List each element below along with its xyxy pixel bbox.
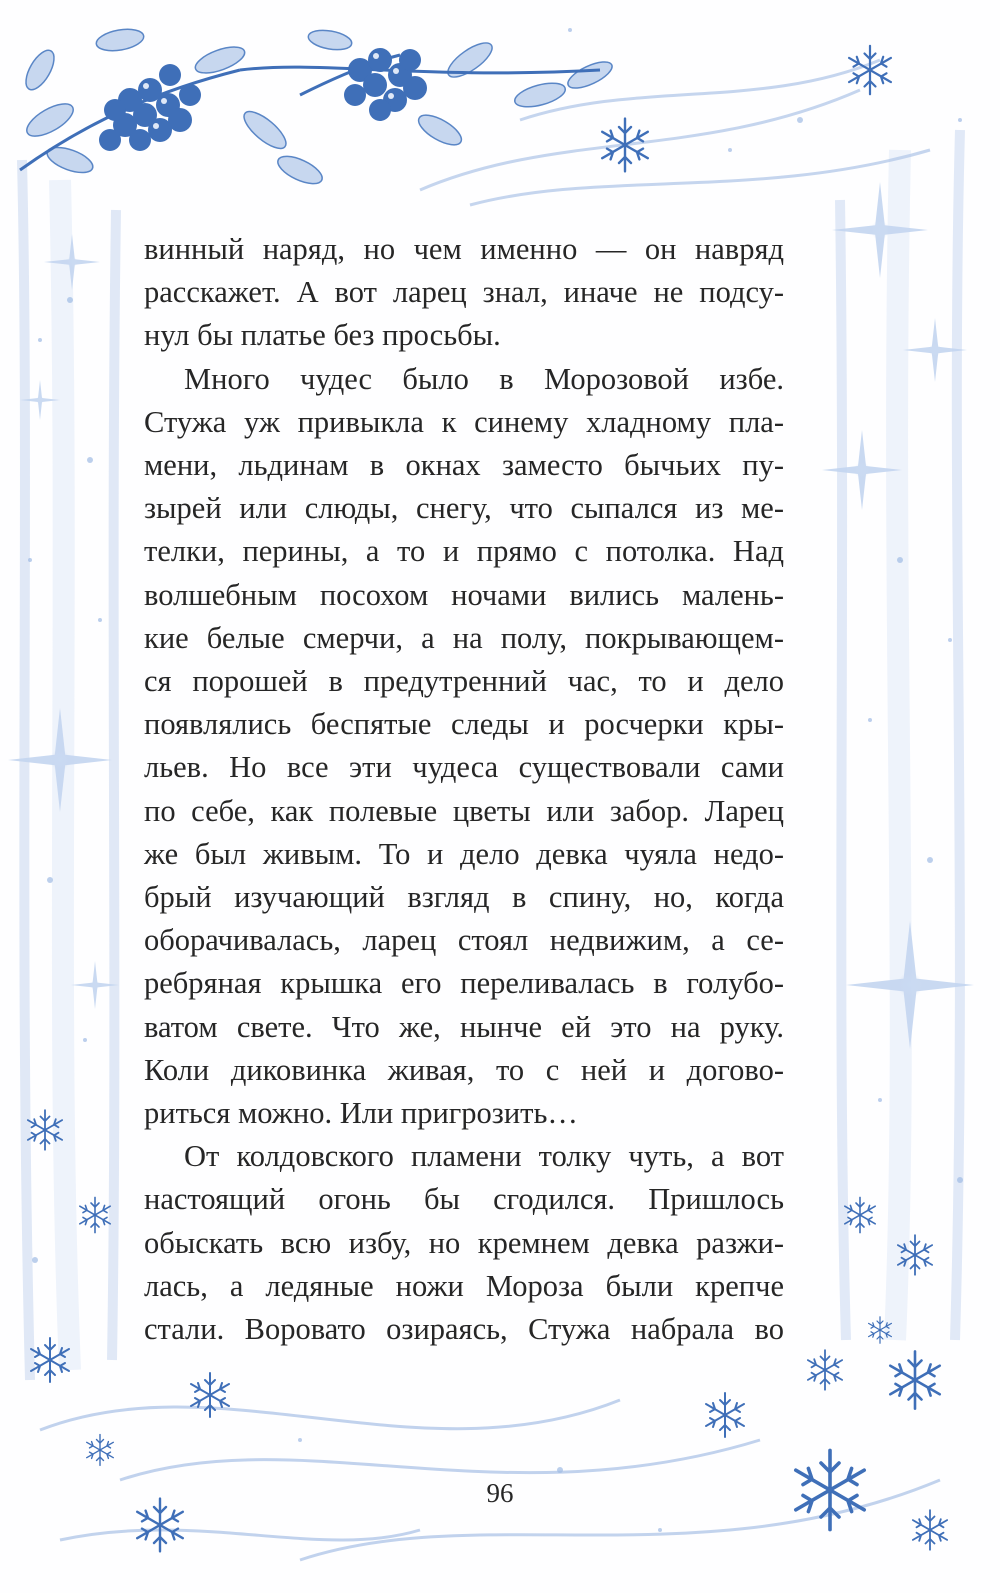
text-line: льев. Но все эти чудеса существовали сами: [144, 750, 784, 785]
text-line: расскажет. А вот ларец знал, иначе не подсу-: [144, 275, 784, 310]
text-line: ребряная крышка его переливалась в голубо-: [144, 966, 784, 1001]
text-line: Коли диковинка живая, то с ней и догово-: [144, 1052, 784, 1087]
text-line: обыскать всю избу, но кремнем девка разжи-: [144, 1225, 784, 1260]
text-line: ватом свете. Что же, нынче ей это на руку.: [144, 1009, 784, 1044]
text-line: Много чудес было в Морозовой избе.: [184, 361, 784, 396]
text-line: же был живым. То и дело девка чуяла недо-: [144, 836, 784, 871]
text-line: кие белые смерчи, а на полу, покрывающем-: [144, 620, 784, 655]
body-text: [144, 228, 784, 1351]
text-line: ся порошей в предутренний час, то и дело: [144, 664, 784, 699]
text-line: нул бы платье без просьбы.: [144, 318, 501, 353]
text-line: винный наряд, но чем именно — он навряд: [144, 232, 784, 266]
text-line: зырей или слюды, снегу, что сыпался из ме-: [144, 491, 784, 526]
text-line: брый изучающий взгляд в спину, но, когда: [144, 880, 784, 915]
text-line: настоящий огонь бы сгодился. Пришлось: [144, 1182, 784, 1217]
text-line: стали. Воровато озираясь, Стужа набрала во: [144, 1312, 784, 1347]
page-number: 96: [486, 1478, 514, 1508]
text-line: появлялись беспятые следы и росчерки кры-: [144, 707, 784, 742]
text-line: оборачивалась, ларец стоял недвижим, а се-: [144, 923, 784, 958]
text-line: От колдовского пламени толку чуть, а вот: [184, 1139, 784, 1174]
paragraph-3: [144, 1135, 784, 1351]
text-line: мени, льдинам в окнах заместо бычьих пу-: [144, 448, 784, 483]
paragraph-1: [144, 228, 784, 358]
text-line: волшебным посохом ночами вились малень-: [144, 577, 784, 612]
text-line: по себе, как полевые цветы или забор. Ларец: [144, 793, 784, 828]
text-line: лась, а ледяные ножи Мороза были крепче: [144, 1268, 784, 1303]
text-line: телки, перины, а то и прямо с потолка. Над: [144, 534, 784, 569]
text-line: Стужа уж привыкла к синему хладному пла-: [144, 404, 784, 439]
text-line: риться можно. Или пригрозить…: [144, 1096, 578, 1131]
rowan-berry-branch-icon: [20, 26, 616, 189]
paragraph-2: [144, 358, 784, 1136]
